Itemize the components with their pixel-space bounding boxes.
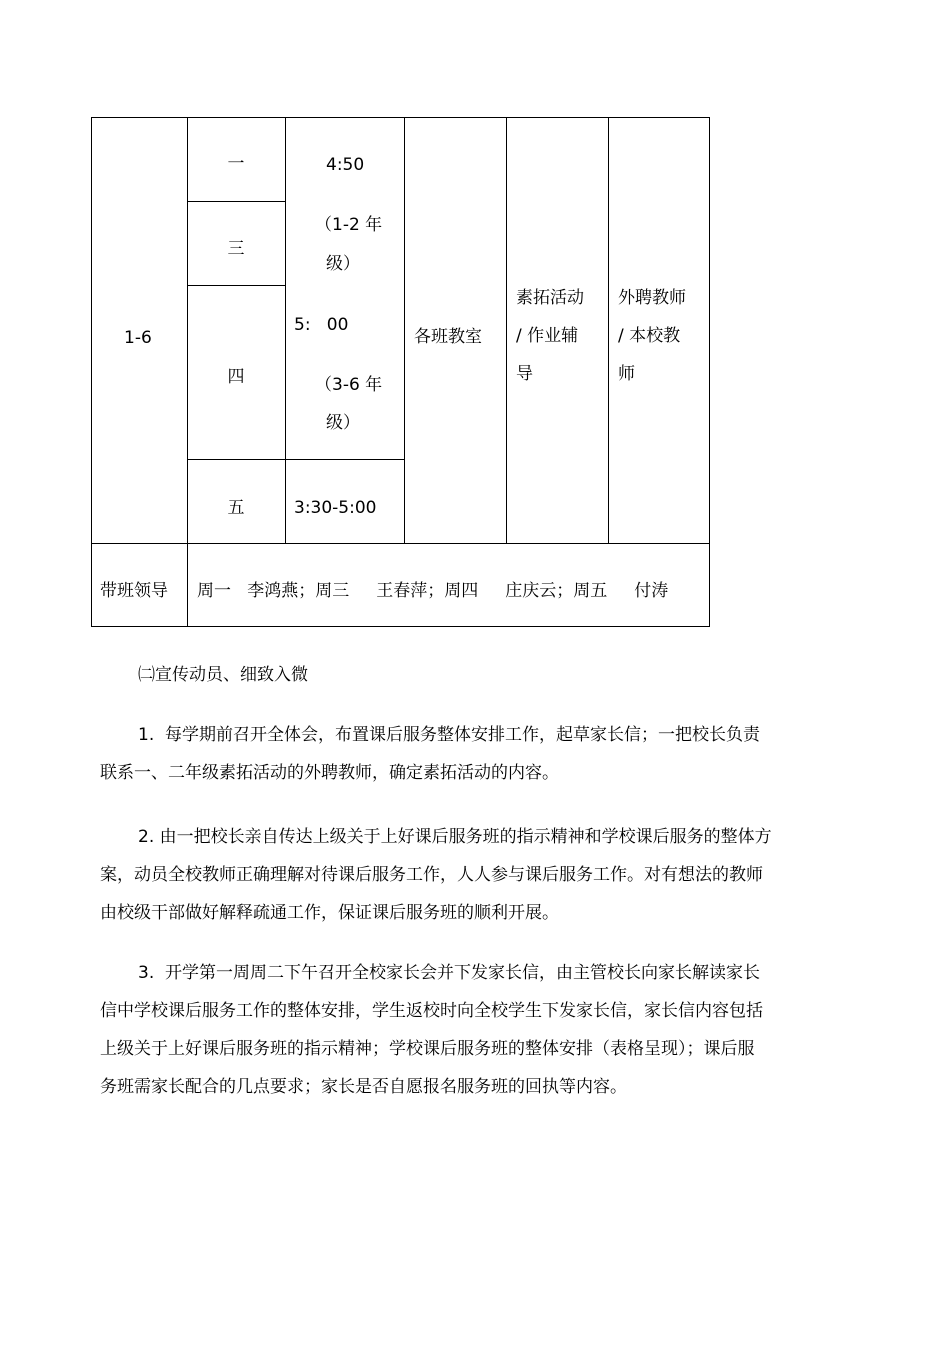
row-divider (187, 201, 285, 202)
col-divider (608, 117, 609, 543)
location-cell: 各班教室 (414, 327, 482, 347)
time-line: （1-2 年 (315, 215, 383, 235)
row-divider (91, 543, 710, 544)
section-heading: ㈡宣传动员、细致入微 (138, 665, 308, 685)
teacher-line: 师 (618, 364, 635, 384)
day-monday: 一 (227, 154, 245, 174)
schedule-table (91, 117, 710, 627)
day-wednesday: 三 (227, 239, 245, 259)
paragraph-line: 信中学校课后服务工作的整体安排，学生返校时向全校学生下发家长信，家长信内容包括 (100, 1001, 763, 1021)
paragraph-line: 联系一、二年级素拓活动的外聘教师，确定素拓活动的内容。 (100, 763, 559, 783)
activity-line: 素拓活动 (516, 288, 584, 308)
time-line: 5: 00 (294, 315, 349, 335)
time-line: 级） (326, 413, 360, 433)
paragraph-line: 务班需家长配合的几点要求；家长是否自愿报名服务班的回执等内容。 (100, 1077, 627, 1097)
table-border-left (91, 117, 92, 627)
day-friday: 五 (227, 498, 245, 518)
table-border-bottom (91, 626, 710, 627)
row-divider (187, 285, 285, 286)
row-divider (187, 459, 404, 460)
leader-label: 带班领导 (100, 581, 168, 601)
teacher-line: 外聘教师 (618, 288, 686, 308)
paragraph-line: 2. 由一把校长亲自传达上级关于上好课后服务班的指示精神和学校课后服务的整体方 (138, 827, 772, 847)
time-line: 4:50 (326, 155, 365, 175)
time-line: 级） (326, 254, 360, 274)
activity-line: / 作业辅 (516, 326, 579, 346)
paragraph-line: 由校级干部做好解释疏通工作，保证课后服务班的顺利开展。 (100, 903, 559, 923)
paragraph-line: 上级关于上好课后服务班的指示精神；学校课后服务班的整体安排（表格呈现）；课后服 (100, 1039, 755, 1059)
leader-schedule: 周一 李鸿燕；周三 王春萍；周四 庄庆云；周五 付涛 (197, 581, 669, 601)
paragraph-line: 1. 每学期前召开全体会，布置课后服务整体安排工作，起草家长信；一把校长负责 (138, 725, 761, 745)
col-divider (506, 117, 507, 543)
teacher-line: / 本校教 (618, 326, 681, 346)
table-border-right (709, 117, 710, 627)
activity-line: 导 (516, 364, 533, 384)
col-divider (404, 117, 405, 543)
paragraph-line: 案，动员全校教师正确理解对待课后服务工作，人人参与课后服务工作。对有想法的教师 (100, 865, 763, 885)
table-border-top (91, 117, 710, 118)
grade-cell: 1-6 (124, 328, 152, 348)
time-line: （3-6 年 (315, 375, 383, 395)
day-thursday: 四 (227, 367, 245, 387)
col-divider (285, 117, 286, 543)
time-friday: 3:30-5:00 (294, 498, 377, 518)
paragraph-line: 3. 开学第一周周二下午召开全校家长会并下发家长信，由主管校长向家长解读家长 (138, 963, 761, 983)
